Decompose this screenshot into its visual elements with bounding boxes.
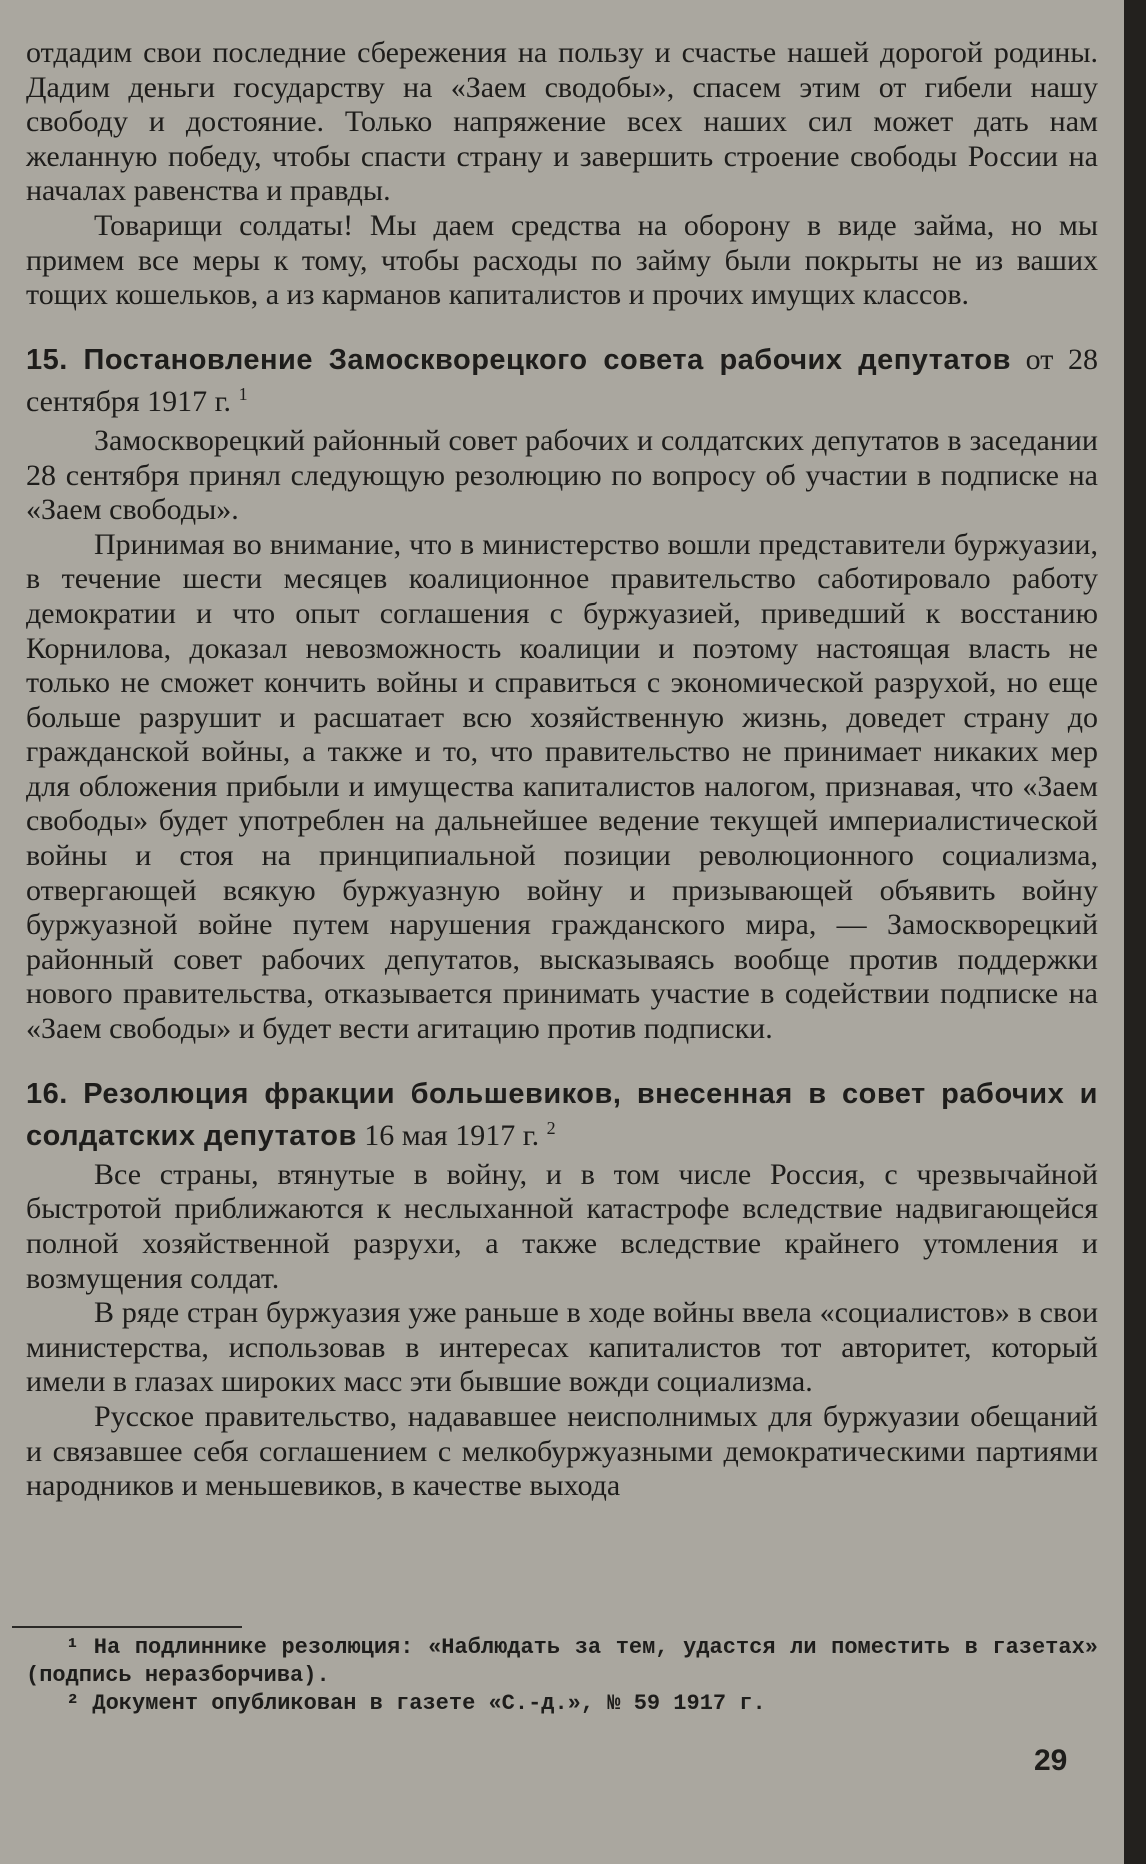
section-16-date: 16 мая 1917 г. <box>364 1119 540 1153</box>
body-text <box>26 36 1098 1504</box>
section-16-heading <box>26 1077 1098 1154</box>
footnotes <box>26 1634 1098 1718</box>
section-16-paragraph-3: Русское правительство, надававшее неисполнимых для буржуазии обещаний и связавшее себя соглашением с мелкобуржуазными демократическими партиями народников и меньшевиков, в качестве выхода <box>26 1399 1098 1503</box>
section-15-paragraph-2: Принимая во внимание, что в министерство вошли представители буржуазии, в течение шести месяцев коалиционное правительство саботировало работу демократии и что опыт соглашения с буржуазией, приведший к восстанию Корнилова, доказал невозможность коалиции и поэтому настоящая власть не только не сможет кончить войны и справиться с экономической разрухой, но еще больше разрушит и расшатает всю хозяйственную жизнь, доведет страну до гражданской войны, а также и то, что правительство не принимает никаких мер для обложения прибыли и имущества капиталистов налогом, признавая, что «Заем свободы» будет употреблен на дальнейшее ведение текущей империалистической войны и стоя на принципиальной позиции революционного социализма, отвергающей всякую буржуазную войну и призывающей объявить войну буржуазной войне путем нарушения гражданского мира, — Замоскворецкий районный совет рабочих депутатов, высказываясь вообще против поддержки нового правительства, отказывается принимать участие в содействии подписке на «Заем свободы» и будет вести агитацию против подписки. <box>26 527 1098 1046</box>
section-15-date: от 28 сентября 1917 г. <box>26 342 1099 419</box>
footnote-2: ² Документ опубликован в газете «С.-д.», № 59 1917 г. <box>66 1691 766 1716</box>
section-16-title: 16. Резолюция фракции большевиков, внесенная в совет рабочих и солдатских депутатов <box>26 1077 1098 1153</box>
intro-paragraph-2: Товарищи солдаты! Мы даем средства на оборону в виде займа, но мы примем все меры к тому, чтобы расходы по займу были покрыты не из ваших тощих кошельков, а из карманов капиталистов и прочих имущих классов. <box>26 208 1098 312</box>
section-15-paragraph-1: Замоскворецкий районный совет рабочих и солдатских депутатов в заседании 28 сентября принял следующую резолюцию по вопросу об участии в подписке на «Заем свободы». <box>26 423 1098 527</box>
page-number: 29 <box>1034 1744 1068 1777</box>
intro-paragraph-1: отдадим свои последние сбережения на пользу и счастье нашей дорогой родины. Дадим деньги государству на «Заем сводобы», спасем этим от гибели нашу свободу и достояние. Только напряжение всех наших сил может дать нам желанную победу, чтобы спасти страну и завершить строение свободы России на началах равенства и правды. <box>26 36 1098 208</box>
footnote-divider <box>12 1626 242 1628</box>
section-15-heading <box>26 343 1098 420</box>
section-15-footnote-mark: 1 <box>238 384 248 405</box>
section-16-footnote-mark: 2 <box>546 1118 556 1139</box>
section-16-paragraph-1: Все страны, втянутые в войну, и в том числе Россия, с чрезвычайной быстротой приближаются к неслыханной катастрофе вследствие надвигающейся полной хозяйственной разрухи, а также вследствие крайнего утомления и возмущения солдат. <box>26 1157 1098 1295</box>
section-15-title: 15. Постановление Замоскворецкого совета рабочих депутатов <box>26 343 1011 376</box>
footnote-1: ¹ На подлиннике резолюция: «Наблюдать за тем, удастся ли поместить в газетах» (подпись неразборчива). <box>26 1635 1098 1688</box>
section-16-paragraph-2: В ряде стран буржуазия уже раньше в ходе войны ввела «социалистов» в свои министерства, использовав в интересах капиталистов тот авторитет, который имели в глазах широких масс эти бывшие вожди социализма. <box>26 1296 1098 1399</box>
